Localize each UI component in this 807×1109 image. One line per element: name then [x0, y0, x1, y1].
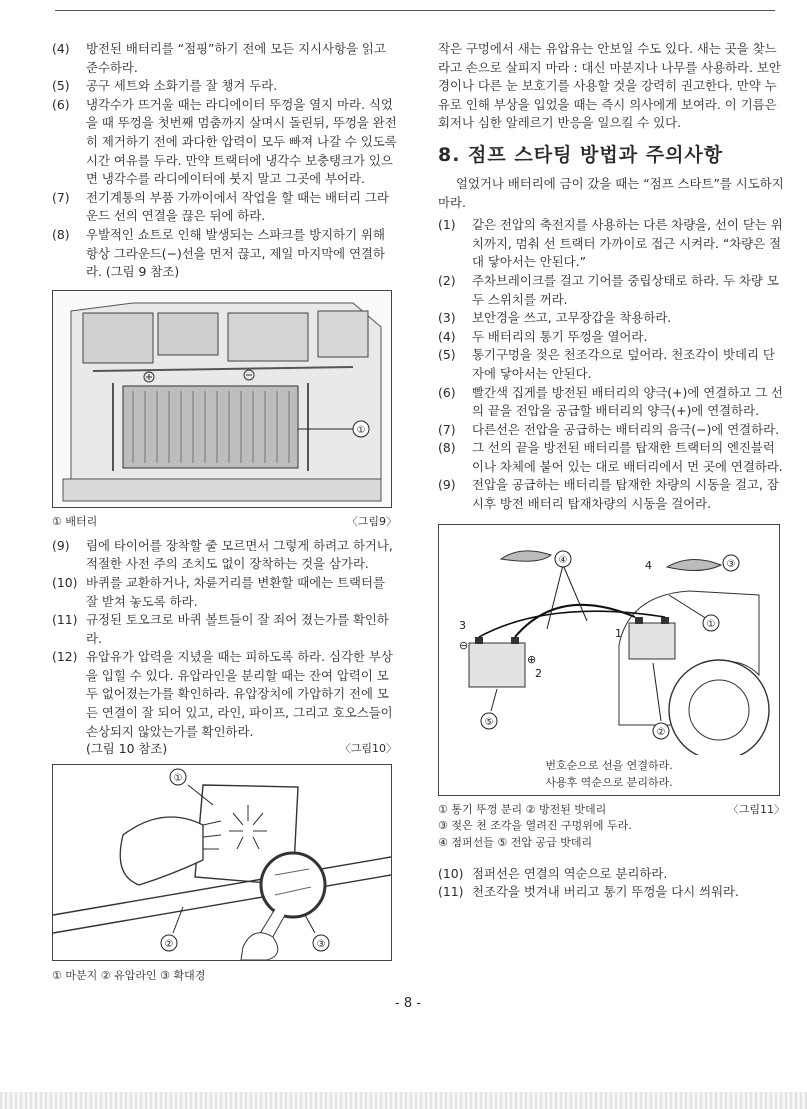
list-item: (7) 전기계통의 부품 가까이에서 작업을 할 때는 배터리 그라운드 선의 연결을 끊은 뒤에 하라. [52, 189, 389, 224]
hydraulic-continuation: 작은 구멍에서 새는 유압유는 안보일 수도 있다. 새는 곳을 찾느라고 손으로 살피지 마라 : 대신 마분지나 나무를 사용하라. 보안경이나 다른 눈 보호기를 사용할 것을 강력히 권고한다. 만약 누유로 인해 부상을 입었을 때는 즉시 의사에게 보여라. 이 기름은 회저나 심한 알레르기 반응을 일으킬 수 있다. [438, 41, 781, 131]
fig11-caption-2: ③ 젖은 천 조각을 열려진 구멍위에 두라. [438, 818, 632, 832]
list-item: (6) 냉각수가 뜨거울 때는 라디에이터 뚜껑을 열지 마라. 식었을 때 뚜껑을 첫번째 멈춤까지 살며시 돌린뒤, 뚜껑을 완전히 제거하기 전에 과다한 압력이 모두 빠져 나갈 수 있도록 시간 여유를 두라. 만약 트랙터에 냉각수 보충탱크가 있으면 냉각수를 라디에이터에 붓지 말고 그곳에 부어라. [52, 96, 397, 187]
fig10-ref-row [52, 741, 397, 756]
list-item: (11) 규정된 토오크로 바퀴 볼트들이 잘 죄어 졌는가를 확인하라. [52, 612, 389, 646]
left-list-b [52, 537, 397, 757]
section-intro: 얼었거나 배터리에 금이 갔을 때는 “점프 스타트”를 시도하지 마라. [438, 175, 784, 210]
fig10-callout-2: ② [164, 939, 174, 951]
list-item: (5) 공구 세트와 소화기를 잘 챙겨 두라. [52, 78, 278, 94]
fig11-step-3: 3 [459, 618, 466, 632]
list-item: (6) 빨간색 집게를 방전된 배터리의 양극(+)에 연결하고 그 선의 끝을 전압을 공급할 배터리의 양극(+)에 연결하라. [438, 384, 783, 419]
fig11-callout-3: ③ [726, 558, 736, 570]
fig11-caption-3: ④ 점퍼선들 ⑤ 전압 공급 밧데리 [438, 835, 593, 849]
fig9-number: 〈그림9〉 [346, 514, 397, 528]
section-title: 8. 점프 스타팅 방법과 주의사항 [438, 143, 724, 166]
list-item: (8) 우발적인 쇼트로 인해 발생되는 스파크를 방지하기 위해 항상 그라운드(−)선을 먼저 끊고, 제일 마지막에 연결하라. (그림 9 참조) [52, 226, 385, 280]
list-item: (4) 두 배터리의 통기 뚜껑을 열어라. [438, 328, 648, 344]
fig11-callout-1: ① [706, 618, 716, 630]
fig11-caption-1: ① 통기 뚜껑 분리 ② 방전된 밧데리 [438, 802, 607, 816]
fig11-number: 〈그림11〉 [727, 802, 785, 816]
figure-9 [52, 290, 397, 529]
jump-start-steps [438, 216, 785, 514]
left-column [52, 40, 397, 984]
fig11-callout-2: ② [656, 726, 666, 738]
jump-start-illustration [438, 524, 780, 796]
list-item: (8) 그 선의 끝을 방전된 배터리를 탑재한 트랙터의 엔진블럭이나 차체에 붙어 있는 대로 배터리에서 먼 곳에 연결하라. [438, 440, 783, 474]
list-item: (5) 통기구멍을 젖은 천조각으로 덮어라. 천조각이 밧데리 단자에 닿아서는 안된다. [438, 347, 775, 381]
battery-drawing [53, 291, 391, 507]
left-list-a [52, 40, 397, 282]
list-item: (10) 점퍼선은 연결의 역순으로 분리하라. [438, 865, 668, 881]
fig11-footer [438, 802, 785, 817]
fig9-footer [52, 514, 397, 529]
fig10-callout-3: ③ [316, 939, 326, 951]
fig9-callout-1: ① [356, 424, 366, 436]
fig11-callout-5: ⑤ [484, 716, 494, 728]
fig10-number: 〈그림10〉 [339, 742, 397, 756]
list-item: (9) 림에 타이어를 장착할 줄 모르면서 그렇게 하려고 하거나, 적절한 사전 주의 조치도 없이 장착하는 것을 삼가라. [52, 537, 393, 572]
scan-edge [0, 1092, 807, 1109]
fig11-step-4: 4 [645, 558, 652, 572]
list-item: (12) 유압유가 압력을 지녔을 때는 피하도록 하라. 심각한 부상을 입힐 수 있다. 유압라인을 분리할 때는 잔여 압력이 모두 없어졌는가를 확인하라. 유압장치에 가압하기 전에 모든 연결이 잘 되어 있고, 라인, 파이프, 그리고 호오스들이 손상되지 않았는가를 확인하라. [52, 649, 393, 739]
list-item: (4) 방전된 배터리를 “점핑”하기 전에 모든 지시사항을 읽고 준수하라. [52, 41, 386, 75]
figure-11 [438, 524, 785, 851]
list-item: (7) 다른선은 전압을 공급하는 배터리의 음극(−)에 연결하라. [438, 421, 780, 437]
fig10-reference: (그림 10 참조) [86, 741, 168, 757]
fig11-instruction-2: 사용후 역순으로 분리하라. [545, 775, 673, 789]
jump-start-drawing [439, 525, 779, 755]
fig11-callout-4: ④ [558, 554, 568, 566]
fig10-callout-1: ① [173, 773, 183, 785]
hydraulic-leak-drawing [53, 765, 391, 960]
fig10-caption: ① 마분지 ② 유압라인 ③ 확대경 [52, 969, 206, 983]
fig9-label: ① 배터리 [52, 514, 98, 528]
list-item: (3) 보안경을 쓰고, 고무장갑을 착용하라. [438, 310, 672, 326]
list-item: (2) 주차브레이크를 걸고 기어를 중립상태로 하라. 두 차량 모두 스위치를 꺼라. [438, 272, 779, 307]
hydraulic-leak-illustration [52, 764, 392, 961]
right-column [438, 40, 785, 902]
list-item: (11) 천조각을 벗겨내 버리고 통기 뚜껑을 다시 씌워라. [438, 884, 739, 900]
list-item: (10) 바퀴를 교환하거나, 차륜거리를 변환할 때에는 트랙터를 잘 받쳐 놓도록 하라. [52, 574, 385, 609]
list-item: (1) 같은 전압의 축전지를 사용하는 다른 차량을, 선이 닫는 위치까지, 멈춰 선 트랙터 가까이로 접근 시켜라. “차량은 절대 닿아서는 안된다.” [438, 217, 783, 270]
fig11-instruction-1: 번호순으로 선을 연결하라. [545, 758, 673, 772]
page-number: - 8 - [395, 996, 421, 1011]
list-item: (9) 전압을 공급하는 배터리를 탑재한 차량의 시동을 걸고, 잠시후 방전 배터리 탑재차량의 시동을 걸어라. [438, 477, 779, 512]
minus-terminal-icon: ⊖ [459, 638, 469, 652]
fig11-step-2: 2 [535, 666, 542, 680]
plus-terminal-icon: ⊕ [527, 652, 537, 666]
top-rule [55, 10, 775, 11]
fig11-step-1: 1 [615, 626, 622, 640]
figure-10 [52, 764, 397, 984]
jump-start-steps-b [438, 865, 785, 902]
battery-illustration [52, 290, 392, 508]
